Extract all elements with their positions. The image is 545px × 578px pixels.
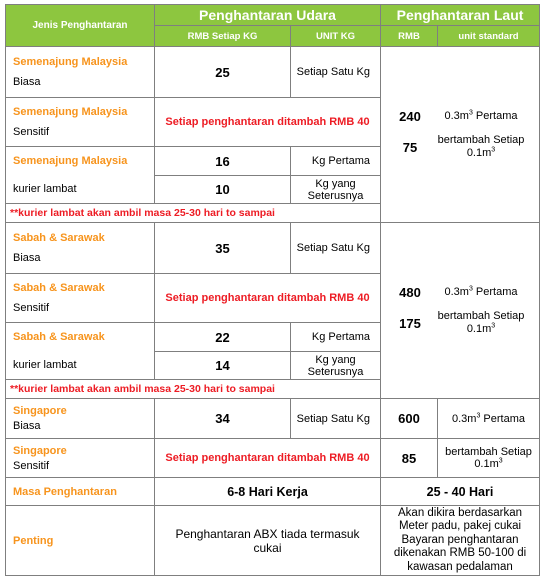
row-label-singapore-biasa: [6, 399, 155, 439]
masa-label: Masa Penghantaran: [6, 478, 155, 506]
air-unit: Setiap Satu Kg: [291, 223, 381, 274]
delivery-type: Biasa: [13, 420, 41, 432]
air-rate: 35: [155, 223, 291, 274]
air-rate-first-kg: 16: [155, 147, 291, 176]
sensitif-surcharge: Setiap penghantaran ditambah RMB 40: [155, 439, 381, 478]
header-unit-kg: UNIT KG: [291, 26, 381, 47]
delivery-type: Biasa: [13, 252, 41, 264]
sea-rate-first: 480: [399, 285, 421, 300]
air-unit-first-kg: Kg Pertama: [291, 323, 381, 352]
air-rate-next-kg: 14: [155, 352, 291, 380]
row-label-singapore-sensitif: [6, 439, 155, 478]
penting-udara: Penghantaran ABX tiada termasuk cukai: [155, 506, 381, 576]
header-laut: Penghantaran Laut: [381, 5, 540, 26]
masa-udara: 6-8 Hari Kerja: [155, 478, 381, 506]
sea-unit-additional: bertambah Setiap $0.1m^3$: [437, 134, 525, 159]
region-name: Semenajung Malaysia: [13, 106, 128, 118]
air-unit-next-kg: Kg yang Seterusnya: [291, 176, 381, 204]
air-unit: Setiap Satu Kg: [291, 47, 381, 98]
air-rate-next-kg: 10: [155, 176, 291, 204]
header-rmb: RMB: [381, 26, 438, 47]
row-label-sensitif: [6, 98, 155, 147]
sensitif-surcharge: Setiap penghantaran ditambah RMB 40: [155, 274, 381, 323]
sea-unit-first: $0.3m^3$ Pertama: [444, 109, 518, 122]
masa-laut: 25 - 40 Hari: [381, 478, 540, 506]
sensitif-surcharge: Setiap penghantaran ditambah RMB 40: [155, 98, 381, 147]
delivery-type: kurier lambat: [13, 183, 77, 195]
air-unit-next-kg: Kg yang Seterusnya: [291, 352, 381, 380]
row-label-biasa: [6, 47, 155, 98]
sea-unit-additional: bertambah Setiap $0.1m^3$: [438, 439, 540, 478]
sea-unit-first: $0.3m^3$ Pertama: [438, 399, 540, 439]
header-jenis: Jenis Penghantaran: [6, 5, 155, 47]
sea-unit-additional: bertambah Setiap $0.1m^3$: [437, 310, 525, 335]
air-rate-first-kg: 22: [155, 323, 291, 352]
sea-rate-additional: 85: [381, 439, 438, 478]
air-rate: 25: [155, 47, 291, 98]
row-label-lambat: [6, 147, 155, 204]
shipping-rate-table: [5, 4, 540, 576]
delivery-type: kurier lambat: [13, 359, 77, 371]
sea-rates: [381, 47, 540, 223]
sea-rates: [381, 223, 540, 399]
region-name: Singapore: [13, 444, 67, 457]
air-unit: Setiap Satu Kg: [291, 399, 381, 439]
slow-courier-warning: **kurier lambat akan ambil masa 25-30 hari to sampai: [6, 380, 381, 399]
sea-rate-additional: 175: [399, 315, 421, 331]
header-unit-standard: unit standard: [438, 26, 540, 47]
region-name: Sabah & Sarawak: [13, 331, 105, 343]
region-name: Semenajung Malaysia: [13, 155, 128, 167]
row-label-lambat: [6, 323, 155, 380]
slow-courier-warning: **kurier lambat akan ambil masa 25-30 hari to sampai: [6, 204, 381, 223]
sea-rate-first: 600: [381, 399, 438, 439]
air-unit-first-kg: Kg Pertama: [291, 147, 381, 176]
delivery-type: Sensitif: [13, 302, 50, 314]
region-name: Sabah & Sarawak: [13, 282, 105, 294]
delivery-type: Sensitif: [13, 126, 50, 138]
delivery-type: Sensitif: [13, 459, 50, 472]
region-name: Semenajung Malaysia: [13, 56, 128, 68]
row-label-sensitif: [6, 274, 155, 323]
sea-rate-first: 240: [399, 109, 421, 124]
sea-unit-first: $0.3m^3$ Pertama: [444, 285, 518, 298]
header-rmb-kg: RMB Setiap KG: [155, 26, 291, 47]
penting-laut: Akan dikira berdasarkan Meter padu, pakej cukai Bayaran penghantaran dikenakan RMB 50-100 di kawasan pedalaman: [381, 506, 540, 576]
air-rate: 34: [155, 399, 291, 439]
header-udara: Penghantaran Udara: [155, 5, 381, 26]
penting-label: Penting: [6, 506, 155, 576]
sea-rate-additional: 75: [402, 139, 418, 155]
region-name: Singapore: [13, 405, 67, 417]
region-name: Sabah & Sarawak: [13, 232, 105, 244]
delivery-type: Biasa: [13, 76, 41, 88]
row-label-biasa: [6, 223, 155, 274]
